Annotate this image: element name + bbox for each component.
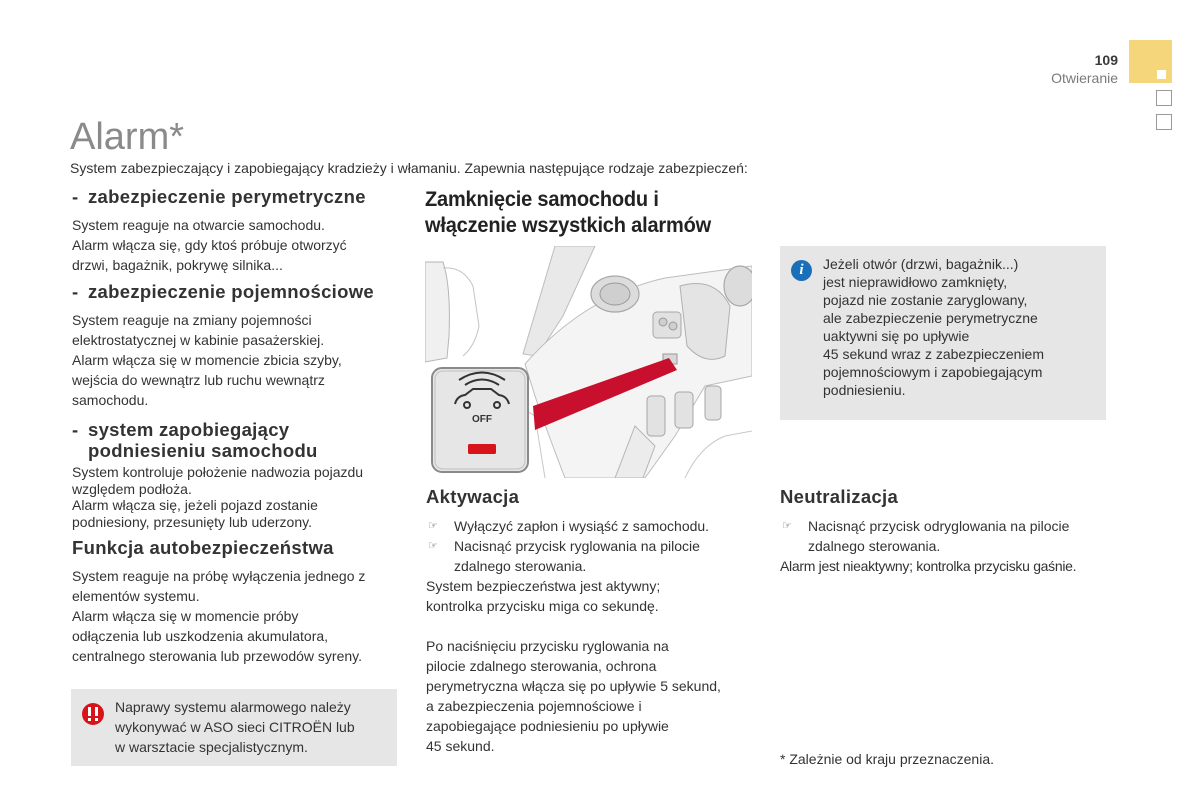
info-box bbox=[780, 246, 1106, 420]
tilt-text: System kontroluje położenie nadwozia pojazdu względem podłoża. Alarm włącza się, jeżeli pojazd zostanie podniesiony, przesunięty lub uderzony. bbox=[72, 464, 364, 530]
activation-status-text: System bezpieczeństwa jest aktywny; kontrolka przycisku miga co sekundę. bbox=[426, 578, 661, 614]
volumetric-heading: - zabezpieczenie pojemnościowe bbox=[72, 281, 374, 302]
selfprotect-text: System reaguje na próbę wyłączenia jednego z elementów systemu. Alarm włącza się w momencie próby odłączenia lub uszkodzenia akumulatora, centralnego sterowania lub przewodów syreny. bbox=[72, 568, 366, 664]
hand-bullet-icon: ☞ bbox=[782, 520, 792, 532]
chapter-tab-box bbox=[1156, 114, 1172, 130]
left-column bbox=[72, 186, 402, 666]
dashboard-illustration bbox=[425, 246, 752, 478]
tilt-heading: - system zapobiegający podniesieniu samochodu bbox=[72, 419, 318, 461]
button-indicator-led bbox=[468, 444, 496, 454]
activation-heading: Aktywacja bbox=[426, 486, 520, 507]
warning-text: Naprawy systemu alarmowego należy wykonywać w ASO sieci CITROËN lub w warsztacie specjalistycznym. bbox=[115, 699, 355, 755]
neutralization-section bbox=[780, 486, 1110, 576]
page-number: 109 bbox=[1094, 52, 1118, 68]
volumetric-text: System reaguje na zmiany pojemności elektrostatycznej w kabinie pasażerskiej. Alarm włącza się w momencie zbicia szyby, wejścia do wewnątrz lub ruchu wewnątrz samochodu. bbox=[72, 312, 342, 408]
exclamation-icon bbox=[82, 703, 104, 725]
footnote: * Zależnie od kraju przeznaczenia. bbox=[780, 751, 995, 767]
section-name: Otwieranie bbox=[1051, 70, 1118, 86]
bullet-item: ☞ Nacisnąć przycisk ryglowania na pilocie zdalnego sterowania. bbox=[428, 538, 700, 574]
selfprotect-heading: Funkcja autobezpieczeństwa bbox=[72, 537, 334, 558]
info-text: Jeżeli otwór (drzwi, bagażnik...) jest nieprawidłowo zamknięty, pojazd nie zostanie zaryglowany, ale zabezpieczenie perymetryczne uaktywni się po upływie 45 sekund wraz z zabezpieczeniem pojemnościowym i zapobiegającym podniesieniu. bbox=[823, 256, 1045, 398]
hand-bullet-icon: ☞ bbox=[428, 540, 438, 552]
hand-bullet-icon: ☞ bbox=[428, 520, 438, 532]
chapter-tab-active bbox=[1129, 40, 1172, 83]
page-title: Alarm* bbox=[70, 116, 185, 158]
neutralization-heading: Neutralizacja bbox=[780, 486, 899, 507]
locking-title: Zamknięcie samochodu i włączenie wszystkich alarmów bbox=[425, 187, 711, 237]
bullet-item: ☞ Wyłączyć zapłon i wysiąść z samochodu. bbox=[428, 518, 710, 534]
chapter-tab-box bbox=[1156, 90, 1172, 106]
bullet-item: ☞ Nacisnąć przycisk odryglowania na pilocie zdalnego sterowania. bbox=[782, 518, 1070, 554]
neutralization-status-text: Alarm jest nieaktywny; kontrolka przycisku gaśnie. bbox=[780, 558, 1077, 574]
button-off-label: OFF bbox=[472, 414, 492, 425]
activation-delay-text: Po naciśnięciu przycisku ryglowania na pilocie zdalnego sterowania, ochrona perymetryczna włącza się po upływie 5 sekund, a zabezpieczenia pojemnościowe i zapobiegające podniesieniu po upływie 45 sekund. bbox=[426, 638, 721, 754]
perimeter-text: System reaguje na otwarcie samochodu. Alarm włącza się, gdy ktoś próbuje otworzyć drzwi, bagażnik, pokrywę silnika... bbox=[72, 217, 347, 273]
perimeter-heading: - zabezpieczenie perymetryczne bbox=[72, 186, 366, 207]
intro-text: System zabezpieczający i zapobiegający kradzieży i włamaniu. Zapewnia następujące rodzaje zabezpieczeń: bbox=[70, 160, 748, 176]
activation-section bbox=[426, 486, 756, 756]
info-icon: i bbox=[791, 260, 812, 281]
warning-box bbox=[71, 689, 397, 766]
